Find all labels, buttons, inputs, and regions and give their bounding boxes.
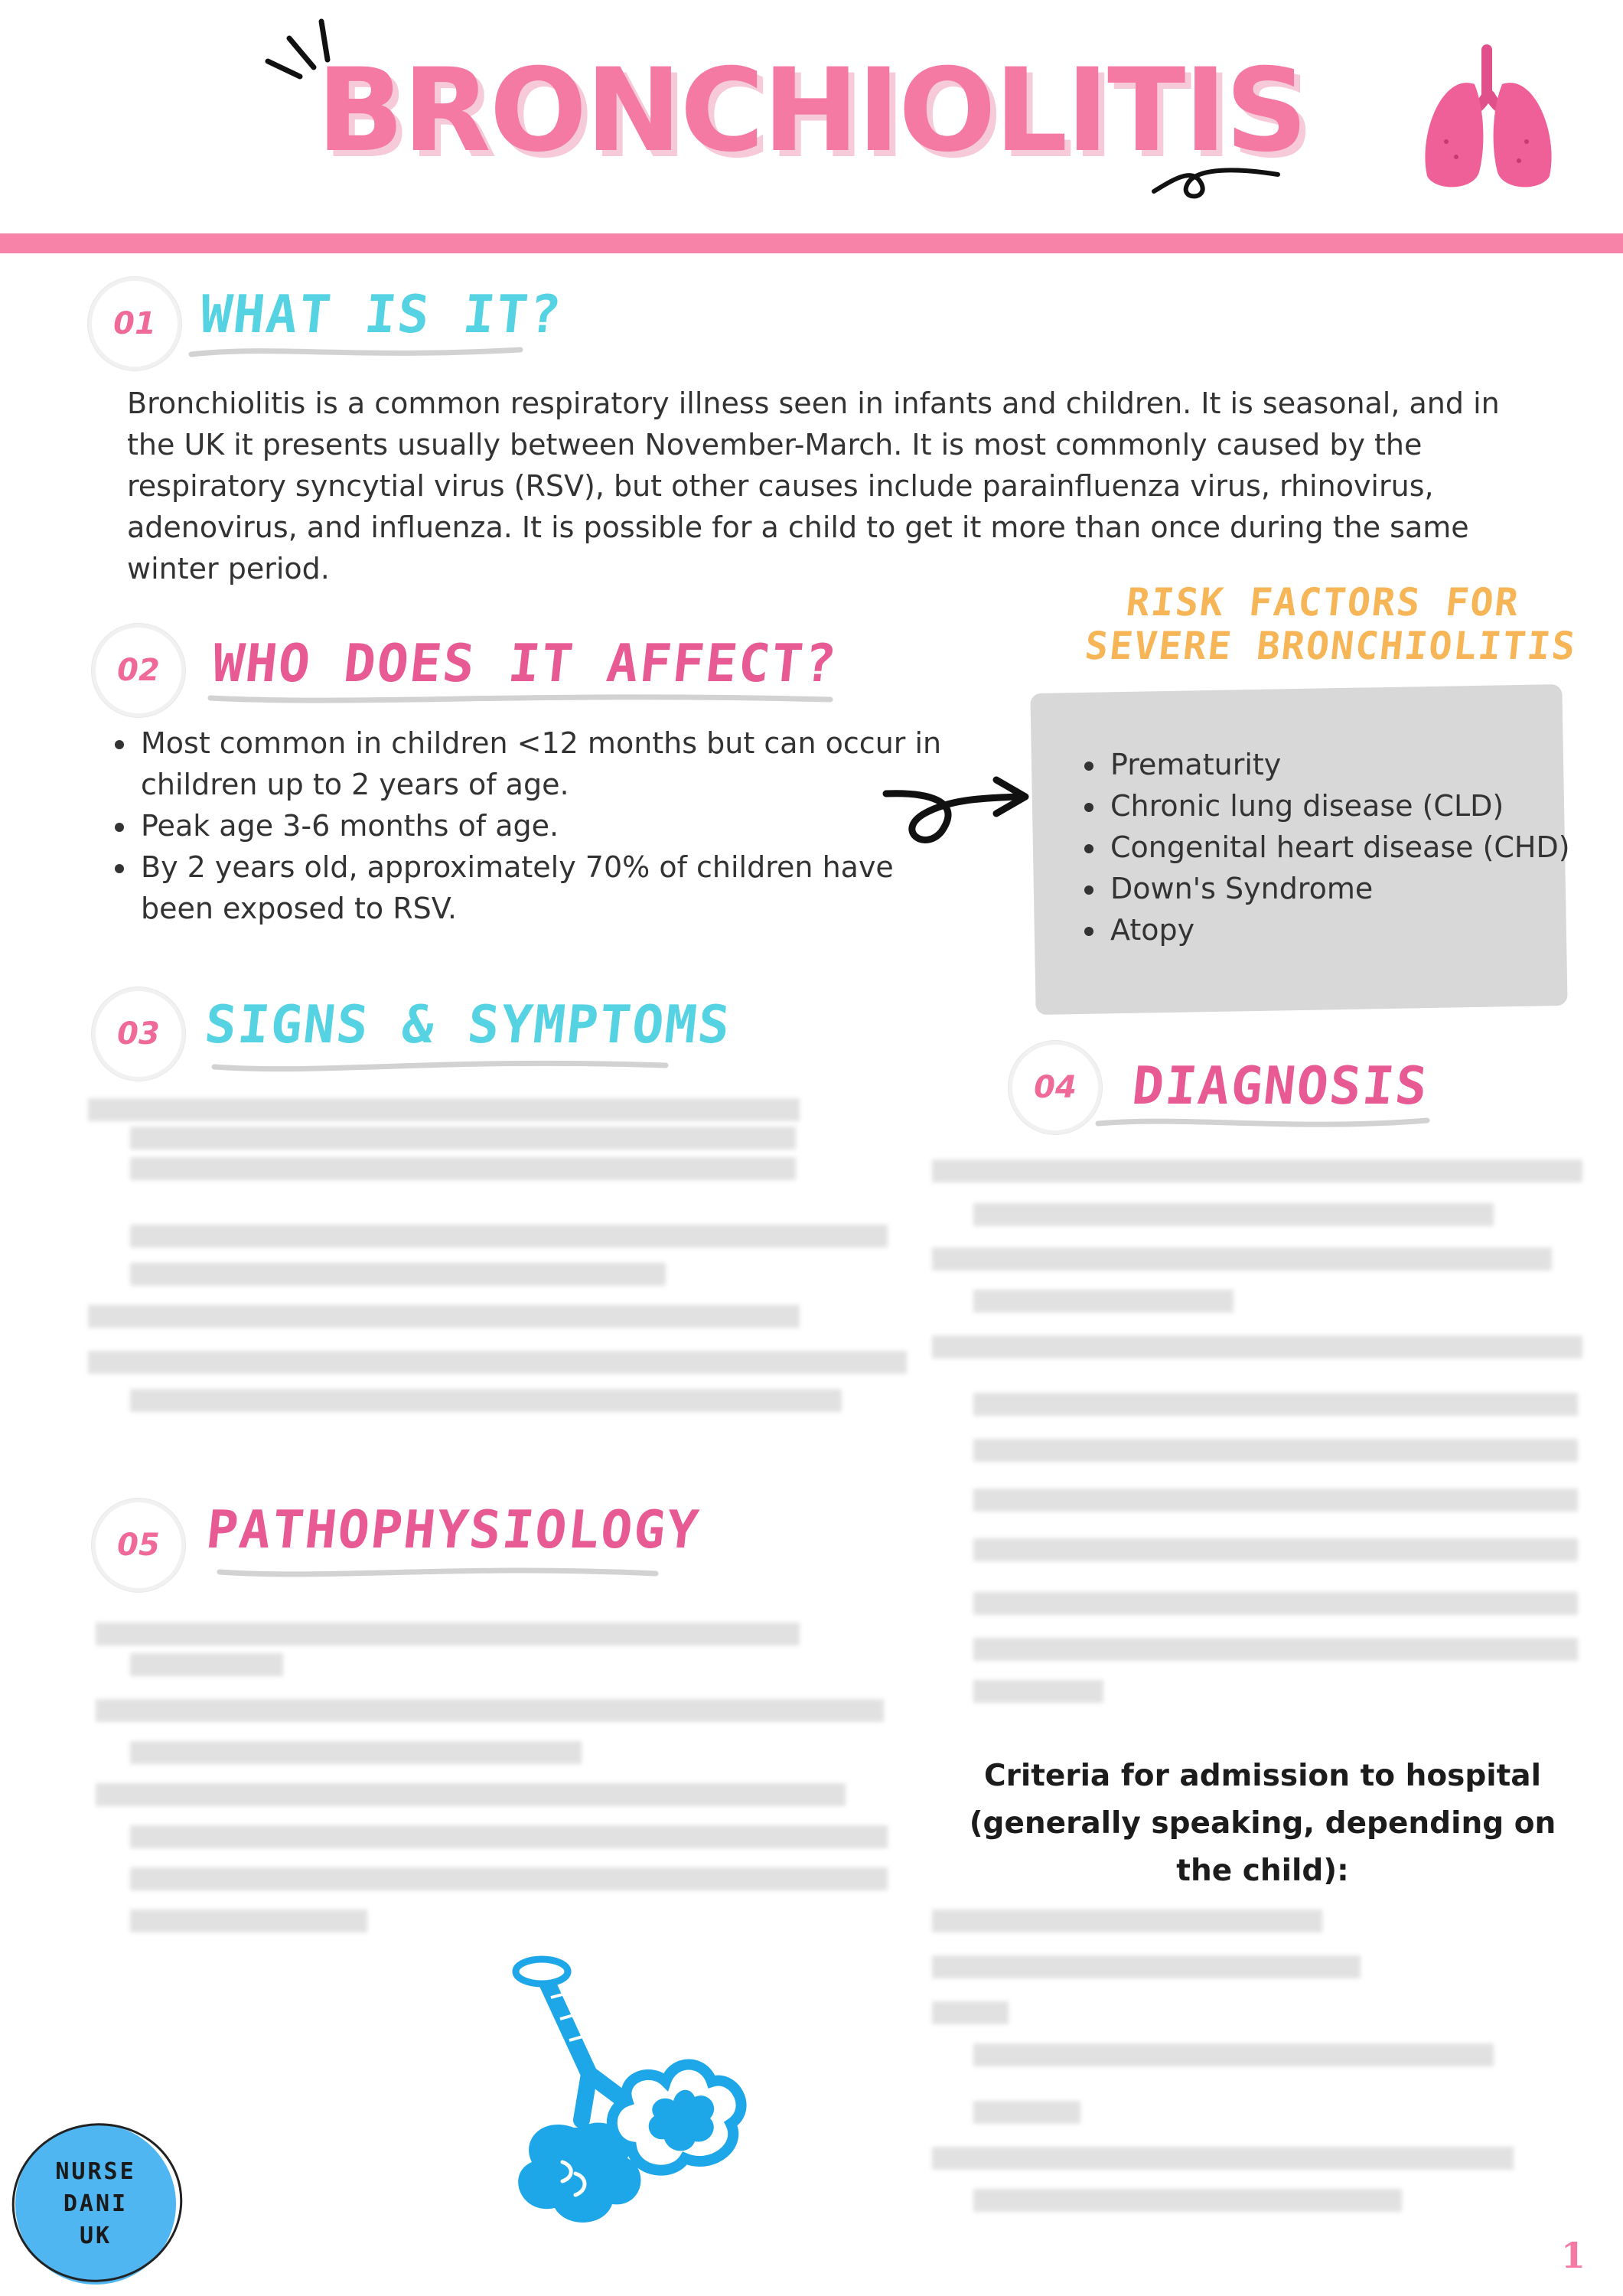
heading-underline [187,341,524,364]
list-item: • Down's Syndrome [1107,868,1605,909]
arrow-icon [880,769,1033,853]
page-title: BRONCHIOLITIS [316,44,1307,178]
section-number-04: 04 [1009,1041,1102,1134]
logo-ring [8,2118,187,2291]
lungs-icon [1412,42,1565,195]
section-heading-signs: SIGNS & SYMPTOMS [201,995,735,1055]
logo-text: DANI [63,2190,129,2217]
list-item: • Chronic lung disease (CLD) [1107,785,1605,827]
risk-heading-line1: RISK FACTORS FOR [1123,580,1522,625]
list-item: • By 2 years old, approximately 70% of children have been exposed to RSV. [138,846,964,929]
section-heading-what: WHAT IS IT? [197,285,565,345]
heading-underline [207,687,834,710]
risk-heading-line2: SEVERE BRONCHIOLITIS [1082,624,1579,668]
what-body-text: Bronchiolitis is a common respiratory illness seen in infants and children. It is seasonal, and in the UK it presents usually between November-March. It is most commonly caused by the respiratory syncytial virus (RSV), but other causes include parainfluenza virus, rhinovirus, adenovirus, and influenza. It is possible for a child to get it more than once during the same winter period. [127,386,1500,585]
heading-underline [210,1055,670,1078]
section-heading-patho: PATHOPHYSIOLOGY [203,1500,703,1561]
list-item: • Atopy [1107,909,1605,951]
who-bullet-list [98,722,964,929]
header-divider [0,233,1623,253]
admission-criteria-heading: Criteria for admission to hospital (generally speaking, depending on the child): [969,1759,1556,1888]
list-item: • Most common in children <12 months but can occur in children up to 2 years of age. [138,722,964,805]
list-item: • Congenital heart disease (CHD) [1107,827,1605,868]
list-item: • Prematurity [1107,744,1605,785]
section-heading-diagnosis: DIAGNOSIS [1129,1056,1432,1117]
logo-text: NURSE [55,2158,136,2185]
risk-factor-list [1067,744,1605,951]
heading-underline [1094,1111,1431,1134]
page-number: 1 [1561,2235,1586,2276]
section-number-02: 02 [92,624,185,717]
squiggle-underline [1148,153,1286,207]
bronchiole-alveoli-icon [490,1944,788,2227]
list-item: • Peak age 3-6 months of age. [138,805,964,846]
section-number-03: 03 [92,987,185,1081]
section-number-01: 01 [88,277,181,370]
section-number-05: 05 [92,1499,185,1592]
section-heading-who: WHO DOES IT AFFECT? [209,634,841,694]
heading-underline [216,1561,660,1584]
logo-text: UK [79,2223,112,2249]
